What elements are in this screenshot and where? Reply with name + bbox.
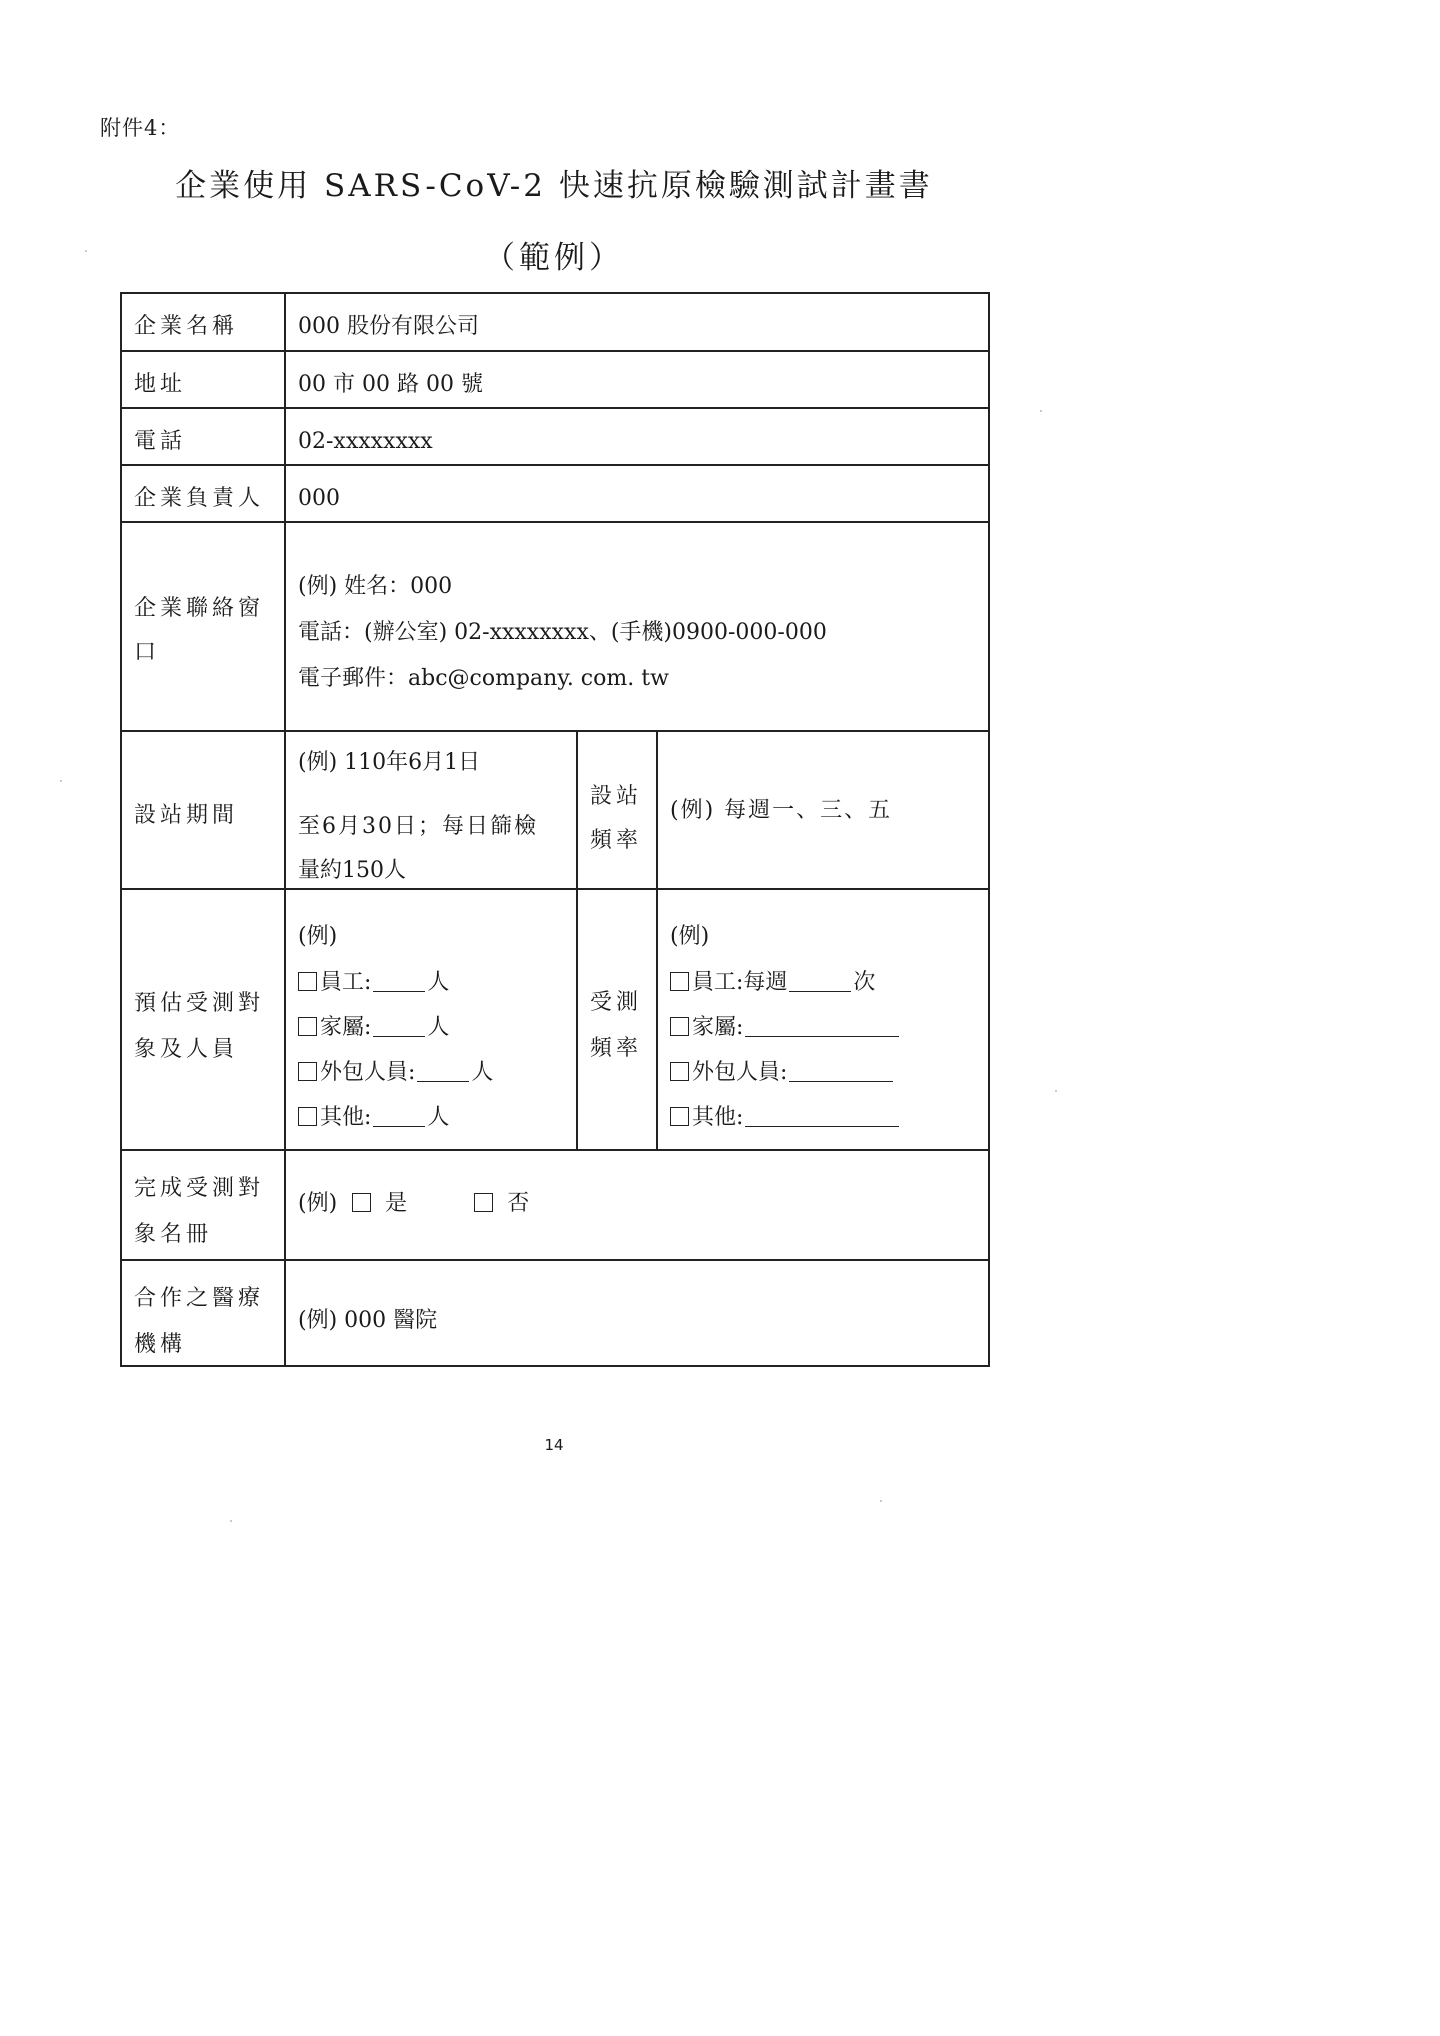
- row-divider: [122, 730, 988, 732]
- checkbox[interactable]: [298, 972, 317, 991]
- document-title: 企業使用 SARS-CoV-2 快速抗原檢驗測試計畫書: [175, 168, 933, 204]
- station-period-line1: (例) 110年6月1日: [298, 750, 481, 775]
- station-frequency-label: 設站: [590, 784, 643, 809]
- row-divider: [122, 521, 988, 523]
- contact-name: (例) 姓名：000: [298, 574, 453, 599]
- row-divider: [122, 1259, 988, 1261]
- station-period-label: 設站期間: [134, 803, 239, 828]
- phone-label: 電話: [134, 429, 187, 454]
- test-frequency-label-cont: 頻率: [590, 1036, 643, 1061]
- scan-speck: [60, 780, 62, 782]
- row-divider: [122, 407, 988, 409]
- medical-institution-label: 合作之醫療: [134, 1286, 265, 1311]
- subjects-example: (例): [298, 924, 338, 949]
- scan-speck: [85, 250, 87, 252]
- medical-institution-label-cont: 機構: [134, 1332, 187, 1357]
- column-divider: [656, 730, 658, 1149]
- frequency-item-contractor: 外包人員:: [670, 1058, 895, 1088]
- page-number: 14: [544, 1436, 564, 1454]
- scan-speck: [230, 1520, 232, 1522]
- contact-label-cont: 口: [134, 640, 161, 665]
- roster-label: 完成受測對: [134, 1176, 265, 1201]
- label-column-divider: [284, 294, 286, 1365]
- row-divider: [122, 888, 988, 890]
- station-period-line2: 至6月30日；每日篩檢: [298, 814, 538, 839]
- column-divider: [576, 730, 578, 1149]
- row-divider: [122, 464, 988, 466]
- test-frequency-example: (例): [670, 924, 710, 949]
- frequency-item-other: 其他:: [670, 1103, 901, 1133]
- roster-label-cont: 象名冊: [134, 1222, 213, 1247]
- contact-label: 企業聯絡窗: [134, 596, 265, 621]
- subject-item-family: 家屬: 人: [298, 1013, 449, 1043]
- plan-form-table: [120, 292, 990, 1367]
- roster-options: (例) 是 否: [298, 1191, 530, 1216]
- attachment-label: 附件4：: [100, 116, 181, 140]
- subjects-label: 預估受測對: [134, 991, 265, 1016]
- phone-value: 02-xxxxxxxx: [298, 429, 433, 454]
- subject-item-employee: 員工: 人: [298, 968, 449, 998]
- contact-phone: 電話：(辦公室) 02-xxxxxxxx、(手機)0900-000-000: [298, 620, 827, 645]
- station-frequency-label-cont: 頻率: [590, 828, 643, 853]
- checkbox[interactable]: [670, 1062, 689, 1081]
- contact-email: 電子郵件：abc@company. com. tw: [298, 666, 669, 691]
- scan-speck: [880, 1500, 882, 1502]
- checkbox-yes[interactable]: [352, 1193, 371, 1212]
- company-name-label: 企業名稱: [134, 314, 239, 339]
- frequency-item-employee: 員工:每週 次: [670, 968, 875, 998]
- checkbox[interactable]: [670, 1017, 689, 1036]
- checkbox[interactable]: [670, 1107, 689, 1126]
- checkbox[interactable]: [298, 1017, 317, 1036]
- medical-institution-value: (例) 000 醫院: [298, 1308, 438, 1333]
- station-frequency-value: (例) 每週一、三、五: [670, 798, 893, 823]
- row-divider: [122, 350, 988, 352]
- subject-item-contractor: 外包人員: 人: [298, 1058, 493, 1088]
- address-value: 00 市 00 路 00 號: [298, 372, 483, 397]
- responsible-person-label: 企業負責人: [134, 486, 265, 511]
- station-period-line3: 量約150人: [298, 858, 406, 883]
- row-divider: [122, 1149, 988, 1151]
- address-label: 地址: [134, 372, 187, 397]
- checkbox[interactable]: [298, 1062, 317, 1081]
- frequency-item-family: 家屬:: [670, 1013, 901, 1043]
- scan-speck: [1040, 410, 1042, 412]
- company-name-value: 000 股份有限公司: [298, 314, 479, 339]
- checkbox-no[interactable]: [474, 1193, 493, 1212]
- subject-item-other: 其他: 人: [298, 1103, 449, 1133]
- checkbox[interactable]: [298, 1107, 317, 1126]
- test-frequency-label: 受測: [590, 990, 643, 1015]
- subjects-label-cont: 象及人員: [134, 1037, 239, 1062]
- checkbox[interactable]: [670, 972, 689, 991]
- responsible-person-value: 000: [298, 486, 340, 511]
- document-subtitle: （範例）: [484, 240, 624, 276]
- scan-speck: [1055, 1090, 1057, 1092]
